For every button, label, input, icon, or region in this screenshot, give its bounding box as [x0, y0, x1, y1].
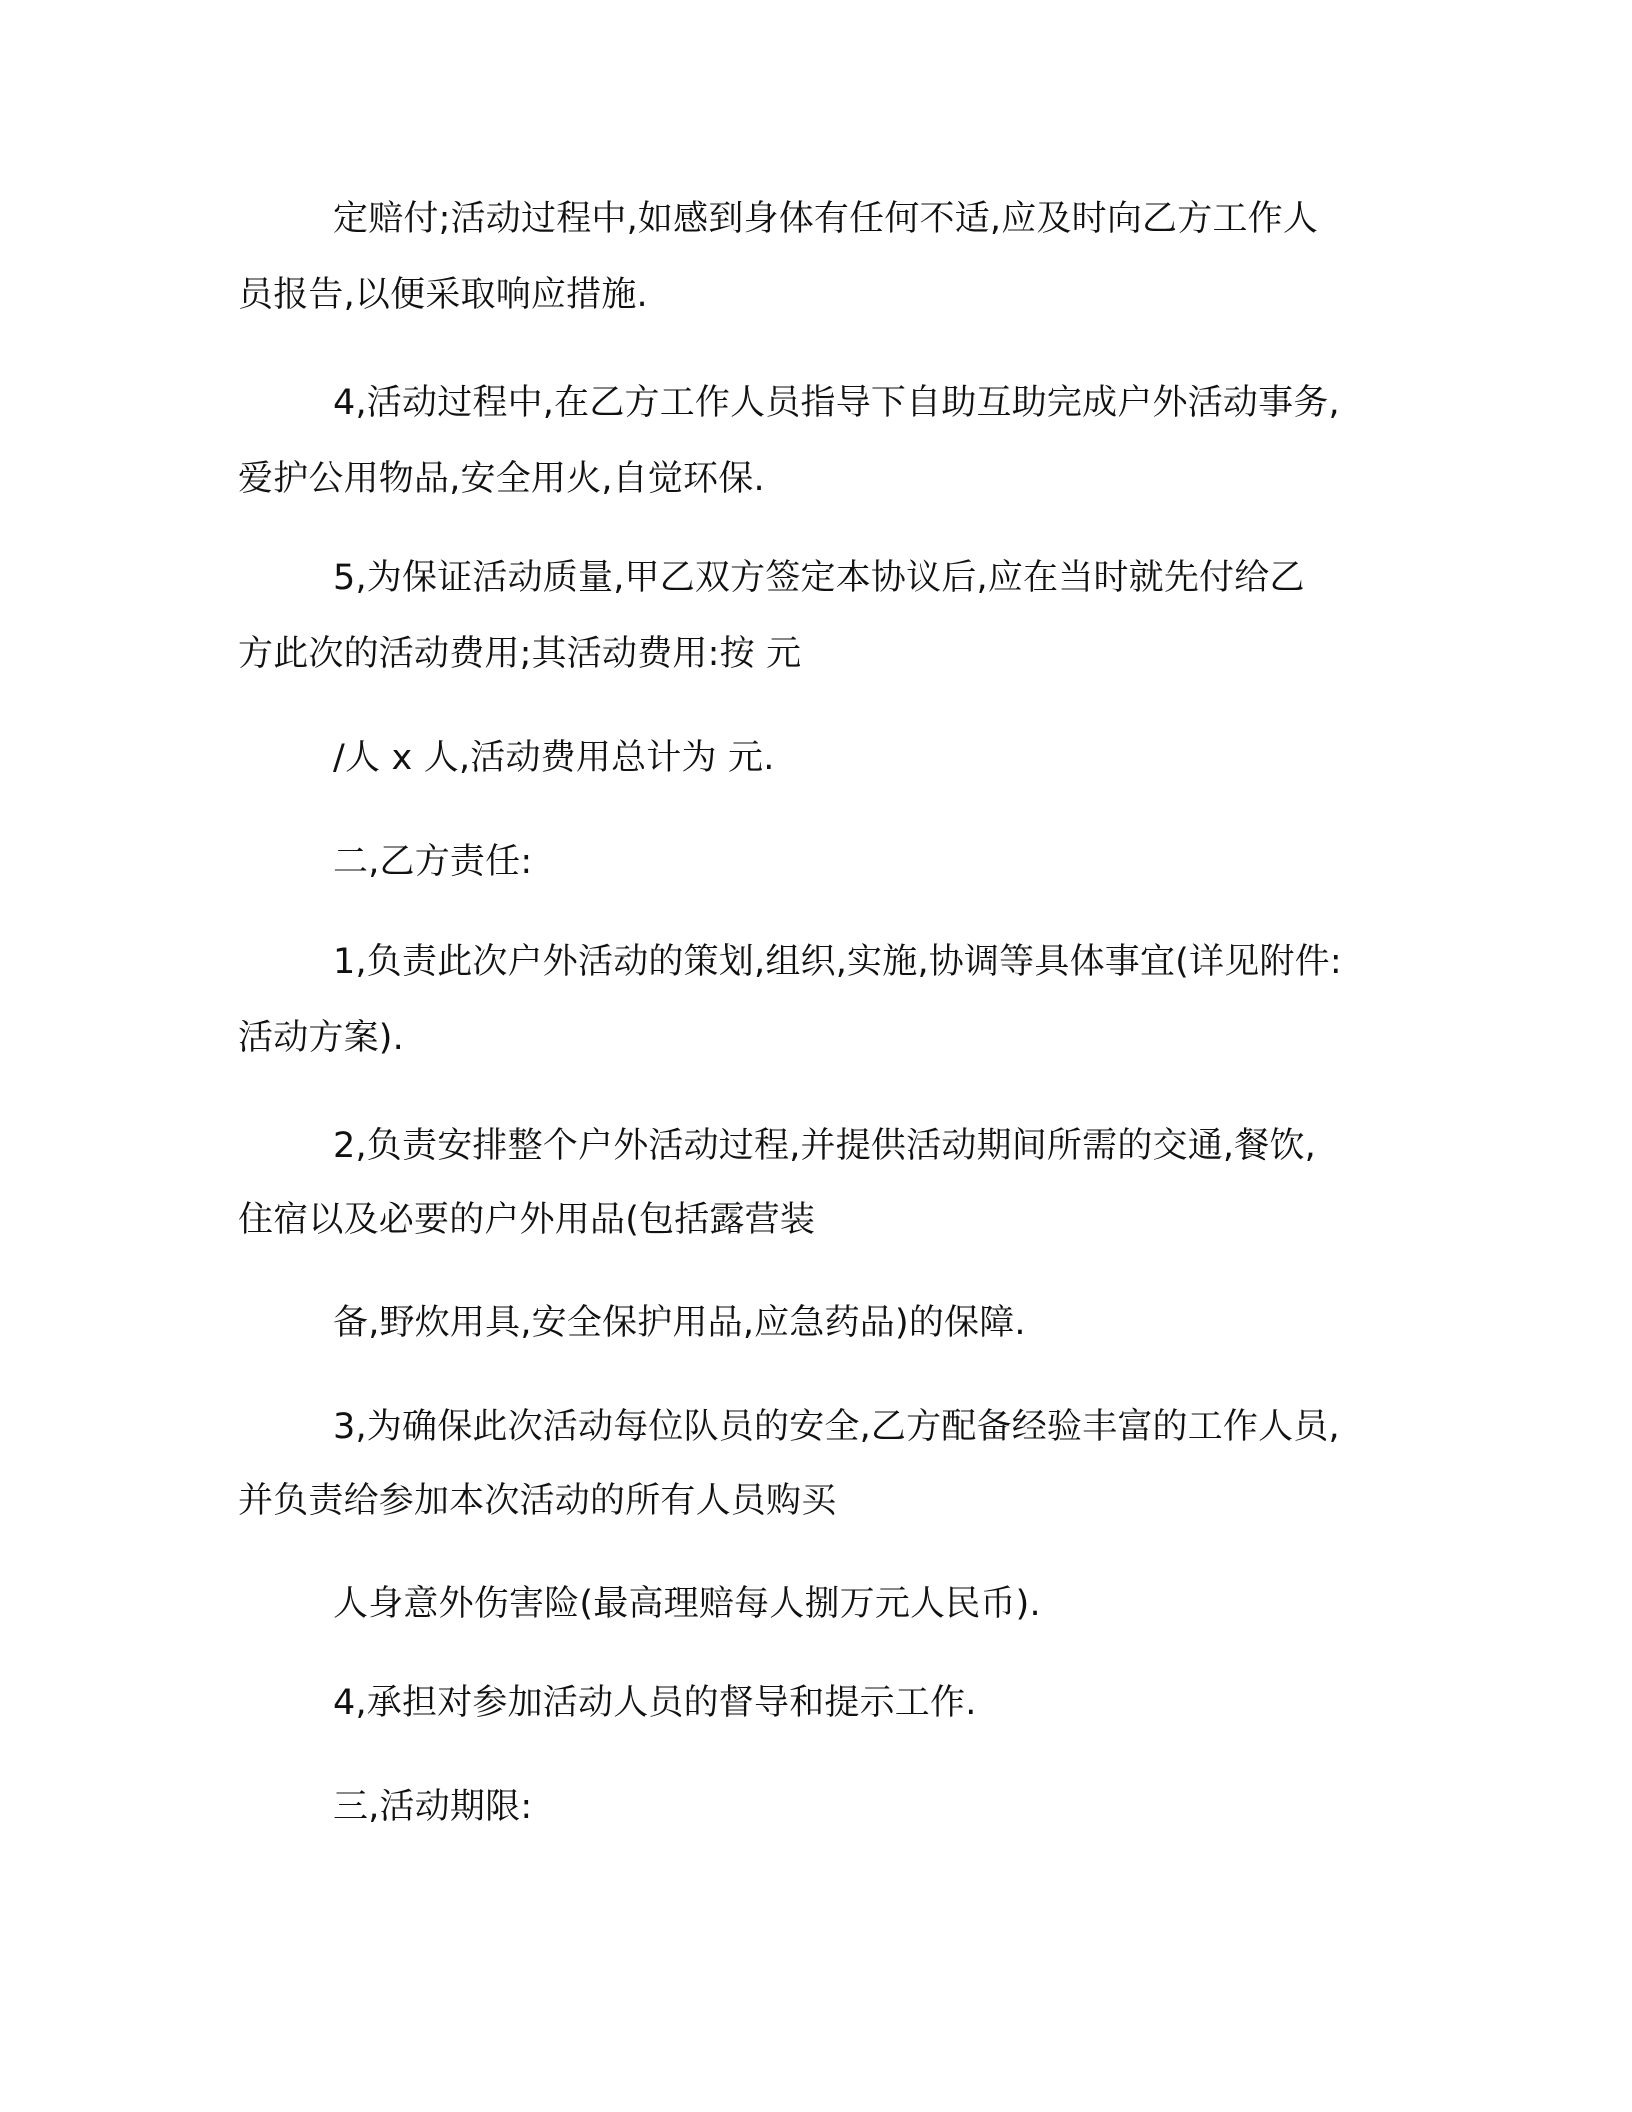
text-line: 活动方案).	[238, 1018, 404, 1058]
section-heading: 三,活动期限:	[333, 1787, 533, 1827]
text-line: /人 x 人,活动费用总计为 元.	[333, 738, 775, 778]
text-line: 人身意外伤害险(最高理赔每人捌万元人民币).	[333, 1584, 1041, 1624]
text-line: 定赔付;活动过程中,如感到身体有任何不适,应及时向乙方工作人	[333, 199, 1319, 239]
text-line: 方此次的活动费用;其活动费用:按 元	[238, 634, 802, 674]
text-line: 2,负责安排整个户外活动过程,并提供活动期间所需的交通,餐饮,	[333, 1126, 1316, 1166]
section-heading: 二,乙方责任:	[333, 842, 533, 882]
text-line: 爱护公用物品,安全用火,自觉环保.	[238, 459, 765, 499]
text-line: 4,活动过程中,在乙方工作人员指导下自助互助完成户外活动事务,	[333, 383, 1340, 423]
text-line: 住宿以及必要的户外用品(包括露营装	[238, 1200, 816, 1240]
text-line: 1,负责此次户外活动的策划,组织,实施,协调等具体事宜(详见附件:	[333, 942, 1342, 982]
text-line: 5,为保证活动质量,甲乙双方签定本协议后,应在当时就先付给乙	[333, 558, 1305, 598]
text-line: 员报告,以便采取响应措施.	[238, 275, 648, 315]
text-line: 并负责给参加本次活动的所有人员购买	[238, 1481, 837, 1521]
text-line: 3,为确保此次活动每位队员的安全,乙方配备经验丰富的工作人员,	[333, 1407, 1340, 1447]
text-line: 4,承担对参加活动人员的督导和提示工作.	[333, 1683, 977, 1723]
text-line: 备,野炊用具,安全保护用品,应急药品)的保障.	[333, 1303, 1026, 1343]
